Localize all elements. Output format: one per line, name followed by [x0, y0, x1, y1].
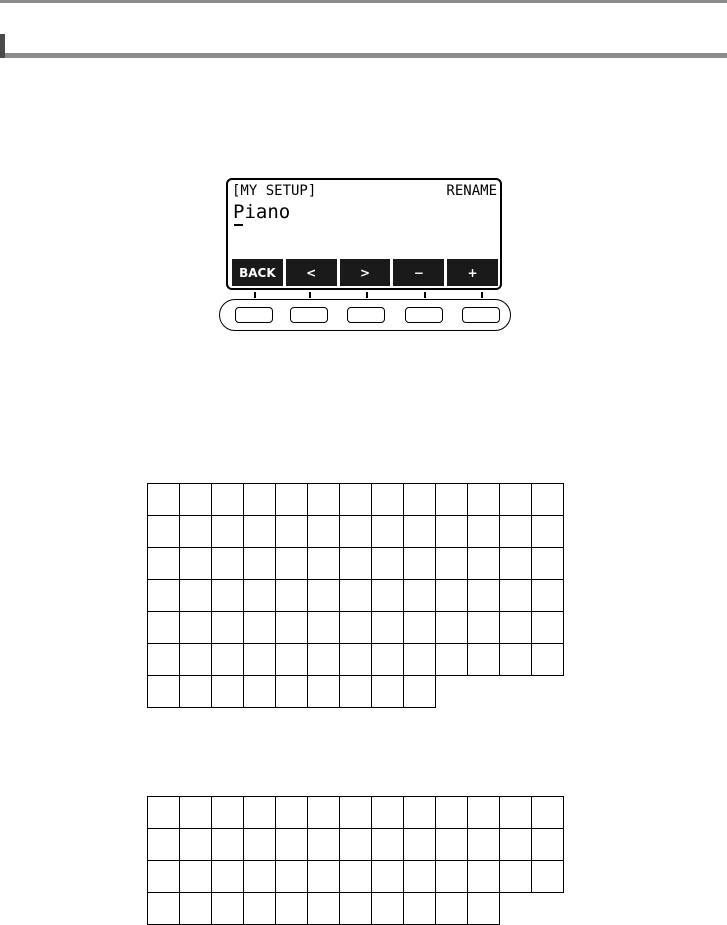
table-cell — [308, 861, 340, 893]
table-cell — [148, 893, 180, 925]
table-cell — [308, 580, 340, 612]
table-cell — [532, 797, 564, 829]
table-cell — [372, 644, 404, 676]
table-cell — [276, 893, 308, 925]
table-cell — [500, 580, 532, 612]
table-cell — [500, 797, 532, 829]
table-cell — [244, 893, 276, 925]
table-cell — [308, 797, 340, 829]
table-cell — [500, 484, 532, 516]
table-cell — [276, 644, 308, 676]
table-cell — [372, 893, 404, 925]
table-cell — [436, 484, 468, 516]
section-header-underline — [5, 53, 727, 58]
table-cell — [244, 644, 276, 676]
table-cell — [148, 644, 180, 676]
table-row — [148, 516, 564, 548]
softkey-back[interactable]: BACK — [232, 259, 283, 286]
table-cell — [180, 676, 212, 708]
table-cell — [340, 829, 372, 861]
table-cell — [500, 644, 532, 676]
physical-button-3[interactable] — [347, 307, 385, 323]
table-cell — [276, 676, 308, 708]
table-cell — [340, 612, 372, 644]
table-cell — [180, 797, 212, 829]
table-cell — [308, 676, 340, 708]
table-cell — [308, 893, 340, 925]
table-cell — [500, 861, 532, 893]
button-tick — [254, 292, 256, 298]
table-cell — [404, 484, 436, 516]
table-cell — [212, 548, 244, 580]
table-cell — [468, 516, 500, 548]
table-cell — [244, 484, 276, 516]
table-cell — [340, 797, 372, 829]
table-cell — [244, 797, 276, 829]
table-cell — [372, 516, 404, 548]
table-cell — [468, 548, 500, 580]
table-cell — [532, 580, 564, 612]
section-header-bar — [0, 34, 727, 58]
table-cell — [180, 516, 212, 548]
lcd-name-value: Piano — [233, 201, 291, 223]
table-cell — [404, 580, 436, 612]
table-cell — [340, 644, 372, 676]
table-cell — [468, 612, 500, 644]
table-cell — [148, 548, 180, 580]
table-cell — [148, 861, 180, 893]
table-cell — [244, 516, 276, 548]
table-cell — [212, 580, 244, 612]
table-cell — [372, 484, 404, 516]
table-row — [148, 861, 564, 893]
button-tick — [481, 292, 483, 298]
table-cell — [404, 676, 436, 708]
table-cell — [148, 797, 180, 829]
table-cell — [372, 829, 404, 861]
softkey-minus[interactable]: − — [393, 259, 444, 286]
table-cell — [244, 612, 276, 644]
table-row — [148, 484, 564, 516]
table-cell — [436, 580, 468, 612]
table-cell-empty — [532, 893, 564, 925]
table-cell — [276, 548, 308, 580]
table-cell — [148, 612, 180, 644]
character-table-1 — [147, 483, 564, 708]
physical-button-5[interactable] — [462, 307, 500, 323]
table-cell — [148, 829, 180, 861]
table-cell — [212, 797, 244, 829]
table-cell — [244, 580, 276, 612]
table-cell-empty — [500, 676, 532, 708]
table-cell — [372, 861, 404, 893]
table-cell — [244, 861, 276, 893]
table-cell — [436, 612, 468, 644]
physical-button-panel — [219, 299, 511, 331]
table-cell — [148, 484, 180, 516]
table-row — [148, 676, 564, 708]
table-cell — [436, 516, 468, 548]
table-cell — [212, 516, 244, 548]
table-cell — [532, 516, 564, 548]
table-cell — [180, 829, 212, 861]
table-cell — [308, 484, 340, 516]
top-rule — [0, 0, 727, 3]
table-row — [148, 829, 564, 861]
table-cell — [532, 829, 564, 861]
table-cell — [468, 580, 500, 612]
character-table-2 — [147, 796, 564, 925]
table-cell — [436, 644, 468, 676]
table-cell — [468, 484, 500, 516]
table-cell — [276, 484, 308, 516]
table-cell — [436, 829, 468, 861]
table-cell — [404, 548, 436, 580]
table-cell — [532, 548, 564, 580]
table-cell — [276, 612, 308, 644]
table-cell — [340, 516, 372, 548]
table-cell-empty — [532, 676, 564, 708]
softkey-left[interactable]: < — [286, 259, 337, 286]
table-cell — [276, 516, 308, 548]
table-cell — [276, 580, 308, 612]
physical-button-2[interactable] — [290, 307, 328, 323]
table-cell — [436, 893, 468, 925]
table-cell — [372, 797, 404, 829]
table-cell — [148, 580, 180, 612]
table-cell — [340, 580, 372, 612]
table-cell — [404, 516, 436, 548]
table-cell — [308, 516, 340, 548]
table-cell — [500, 612, 532, 644]
button-tick — [424, 292, 426, 298]
table-cell — [212, 484, 244, 516]
table-cell — [212, 829, 244, 861]
table-cell — [340, 893, 372, 925]
table-cell — [212, 893, 244, 925]
table-cell — [212, 644, 244, 676]
table-row — [148, 797, 564, 829]
table-cell — [372, 612, 404, 644]
table-cell — [148, 516, 180, 548]
lcd-function-title: RENAME — [446, 183, 497, 199]
table-cell — [532, 644, 564, 676]
table-row — [148, 548, 564, 580]
lcd-display — [226, 178, 502, 290]
table-cell — [212, 861, 244, 893]
table-cell — [340, 548, 372, 580]
table-cell — [372, 548, 404, 580]
table-cell-empty — [468, 676, 500, 708]
table-cell — [532, 612, 564, 644]
table-cell — [244, 548, 276, 580]
softkey-right[interactable]: > — [340, 259, 391, 286]
table-cell — [404, 644, 436, 676]
table-row — [148, 644, 564, 676]
table-cell — [180, 548, 212, 580]
table-cell — [244, 829, 276, 861]
table-cell — [308, 612, 340, 644]
physical-button-1[interactable] — [235, 307, 273, 323]
table-cell — [468, 861, 500, 893]
table-cell — [468, 644, 500, 676]
table-cell — [180, 893, 212, 925]
table-cell — [276, 797, 308, 829]
button-tick — [366, 292, 368, 298]
table-row — [148, 580, 564, 612]
table-cell — [404, 612, 436, 644]
table-cell — [404, 829, 436, 861]
table-cell — [468, 893, 500, 925]
table-cell — [180, 484, 212, 516]
table-cell — [276, 829, 308, 861]
table-cell — [500, 516, 532, 548]
table-cell — [180, 580, 212, 612]
table-cell — [212, 676, 244, 708]
table-cell — [276, 861, 308, 893]
table-cell — [404, 861, 436, 893]
table-cell — [372, 676, 404, 708]
table-cell-empty — [436, 676, 468, 708]
table-cell — [340, 676, 372, 708]
table-cell — [404, 893, 436, 925]
table-cell — [468, 829, 500, 861]
lcd-text-cursor — [234, 224, 243, 226]
table-cell — [500, 829, 532, 861]
table-cell — [212, 612, 244, 644]
table-cell — [308, 829, 340, 861]
lcd-mode-title: [MY SETUP] — [232, 183, 317, 199]
table-cell — [180, 861, 212, 893]
table-cell — [308, 548, 340, 580]
table-cell — [404, 797, 436, 829]
table-row — [148, 893, 564, 925]
table-cell — [372, 580, 404, 612]
softkey-plus[interactable]: + — [447, 259, 498, 286]
table-cell — [180, 644, 212, 676]
button-tick — [309, 292, 311, 298]
table-cell-empty — [500, 893, 532, 925]
table-row — [148, 612, 564, 644]
table-cell — [500, 548, 532, 580]
table-cell — [180, 612, 212, 644]
table-cell — [340, 861, 372, 893]
table-cell — [436, 861, 468, 893]
table-cell — [532, 861, 564, 893]
table-cell — [308, 644, 340, 676]
lcd-softkey-bar — [232, 259, 498, 286]
physical-button-4[interactable] — [405, 307, 443, 323]
table-cell — [436, 548, 468, 580]
table-cell — [468, 797, 500, 829]
table-cell — [436, 797, 468, 829]
table-cell — [340, 484, 372, 516]
table-cell — [148, 676, 180, 708]
table-cell — [532, 484, 564, 516]
table-cell — [244, 676, 276, 708]
